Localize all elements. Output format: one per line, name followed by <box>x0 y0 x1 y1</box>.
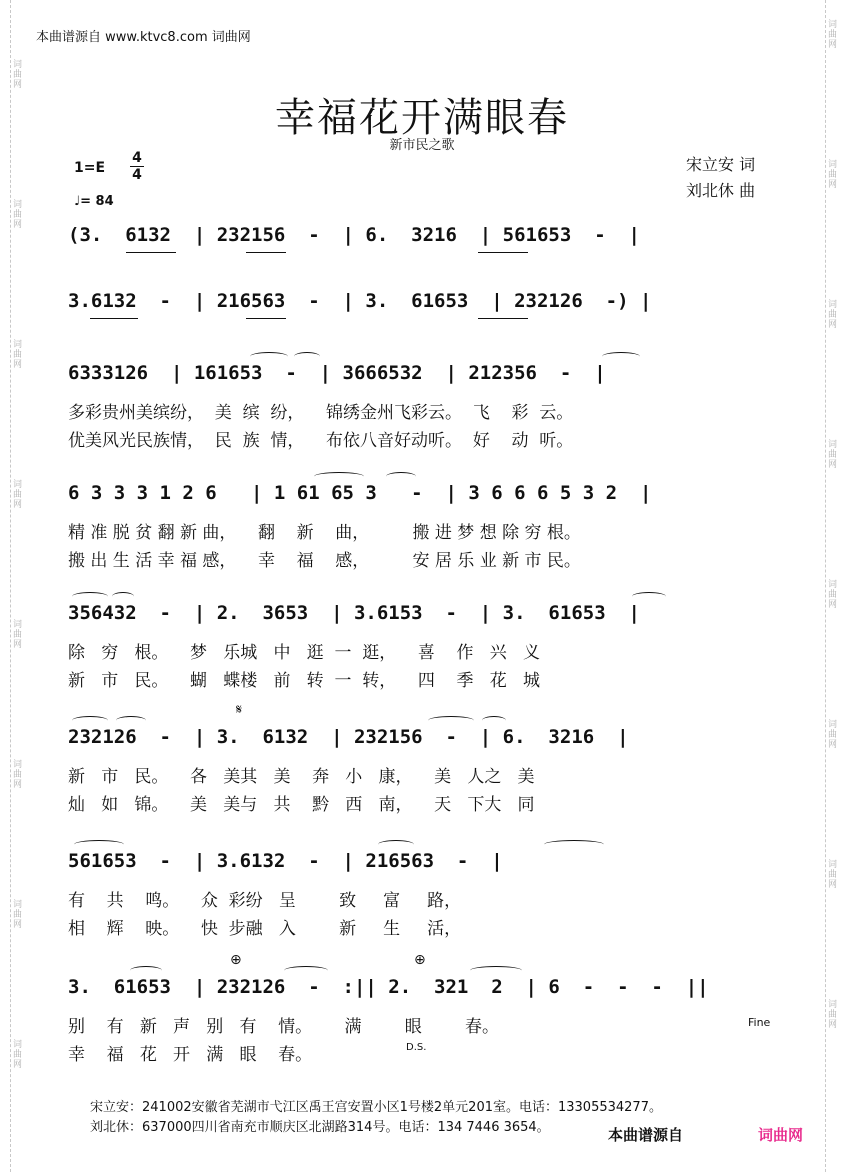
slur <box>482 716 506 725</box>
side-mark: 词曲网 <box>13 620 23 650</box>
fine-mark: Fine <box>748 1016 771 1029</box>
coda-icon: ⊕ <box>230 952 242 968</box>
notes-line: 232126 - | 3. 6132 | 232156 - | 6. 3216 | <box>68 726 629 748</box>
side-mark: 词曲网 <box>828 1000 838 1030</box>
side-mark: 词曲网 <box>828 580 838 610</box>
slur <box>116 716 146 725</box>
notes-line: (3. 6132 | 232156 - | 6. 3216 | 561653 - | <box>68 224 640 246</box>
source-line: 本曲谱源自 www.ktvc8.com 词曲网 <box>36 30 251 45</box>
notes-line: 6333126 | 161653 - | 3666532 | 212356 - | <box>68 362 606 384</box>
contact-lyricist: 宋立安：241002安徽省芜湖市弋江区禹王宫安置小区1号楼2单元201室。电话：13305534277。 <box>90 1100 662 1115</box>
side-mark: 词曲网 <box>13 60 23 90</box>
side-mark: 词曲网 <box>828 160 838 190</box>
lyric-verse-1: 除 穷 根。 梦 乐城 中 逛 一 逛， 喜 作 兴 义 <box>68 643 540 663</box>
right-watermark-strip <box>825 0 842 1172</box>
slur <box>250 352 288 361</box>
watermark-logo: 词曲网 <box>758 1126 804 1144</box>
beam <box>246 252 286 253</box>
lyric-verse-1: 别 有 新 声 别 有 情。 满 眼 春。 <box>68 1017 499 1037</box>
side-mark: 词曲网 <box>13 480 23 510</box>
lyric-verse-2: 灿 如 锦。 美 美与 共 黔 西 南， 天 下大 同 <box>68 795 535 815</box>
slur <box>602 352 640 361</box>
side-mark: 词曲网 <box>13 1040 23 1070</box>
contact-footer <box>90 1098 662 1138</box>
beam <box>246 318 286 319</box>
side-mark: 词曲网 <box>13 900 23 930</box>
side-mark: 词曲网 <box>13 760 23 790</box>
beam <box>478 318 528 319</box>
tempo-value: = 84 <box>80 194 114 209</box>
lyric-verse-1: 精 准 脱 贫 翻 新 曲， 翻 新 曲， 搬 进 梦 想 除 穷 根。 <box>68 523 581 543</box>
segno-icon: 𝄋 <box>236 702 243 718</box>
notes-line: 561653 - | 3.6132 - | 216563 - | <box>68 850 503 872</box>
beam <box>126 252 176 253</box>
ds-mark: D.S. <box>406 1042 427 1053</box>
slur <box>294 352 320 361</box>
time-top: 4 <box>132 150 142 166</box>
lyric-verse-2: 优美风光民族情， 民 族 情， 布依八音好动听。 好 动 听。 <box>68 431 574 451</box>
song-title: 幸福花开满眼春 <box>275 95 569 141</box>
slur <box>386 472 416 481</box>
notes-line: 3. 61653 | 232126 - :|| 2. 321 2 | 6 - - - || <box>68 976 709 998</box>
side-mark: 词曲网 <box>828 20 838 50</box>
side-mark: 词曲网 <box>828 860 838 890</box>
slur <box>470 966 522 975</box>
beam <box>90 318 138 319</box>
slur <box>112 592 134 601</box>
side-mark: 词曲网 <box>828 440 838 470</box>
song-subtitle: 新市民之歌 <box>389 138 455 153</box>
contact-composer: 刘北休：637000四川省南充市顺庆区北湖路314号。电话：134 7446 3654。 <box>90 1120 550 1135</box>
notes-line: 356432 - | 2. 3653 | 3.6153 - | 3. 61653 | <box>68 602 640 624</box>
lyric-verse-1: 新 市 民。 各 美其 美 奔 小 康， 美 人之 美 <box>68 767 535 787</box>
slur <box>284 966 328 975</box>
lyric-verse-1: 有 共 鸣。 众 彩纷 呈 致 富 路， <box>68 891 462 911</box>
time-bottom: 4 <box>132 167 142 183</box>
lyric-verse-2: 相 辉 映。 快 步融 入 新 生 活， <box>68 919 462 939</box>
notes-line: 3.6132 - | 216563 - | 3. 61653 | 232126 -) | <box>68 290 652 312</box>
side-mark: 词曲网 <box>13 340 23 370</box>
lyricist: 宋立安 词 <box>686 155 756 174</box>
watermark-source: 本曲谱源自 <box>608 1126 684 1144</box>
tempo-mark <box>74 194 114 209</box>
side-mark: 词曲网 <box>828 720 838 750</box>
beam <box>478 252 528 253</box>
lyric-verse-2: 搬 出 生 活 幸 福 感， 幸 福 感， 安 居 乐 业 新 市 民。 <box>68 551 581 571</box>
slur <box>632 592 666 601</box>
notes-line: 6 3 3 3 1 2 6 | 1 61 65 3 - | 3 6 6 6 5 3 2 | <box>68 482 652 504</box>
lyric-verse-2: 幸 福 花 开 满 眼 春。 <box>68 1045 313 1065</box>
coda-icon: ⊕ <box>414 952 426 968</box>
slur <box>544 840 604 849</box>
slur <box>72 592 108 601</box>
side-mark: 词曲网 <box>13 200 23 230</box>
credits <box>686 152 755 204</box>
side-mark: 词曲网 <box>828 300 838 330</box>
quarter-note-icon: ♩ <box>74 194 81 209</box>
left-watermark-strip <box>10 0 27 1172</box>
slur <box>378 840 414 849</box>
key-signature: 1=E <box>74 160 106 176</box>
slur <box>428 716 474 725</box>
slur <box>74 840 124 849</box>
slur <box>314 472 364 481</box>
slur <box>130 966 162 975</box>
time-signature <box>130 150 144 183</box>
composer: 刘北休 曲 <box>686 181 756 200</box>
slur <box>72 716 108 725</box>
lyric-verse-1: 多彩贵州美缤纷， 美 缤 纷， 锦绣金州飞彩云。 飞 彩 云。 <box>68 403 574 423</box>
lyric-verse-2: 新 市 民。 蝴 蝶楼 前 转 一 转， 四 季 花 城 <box>68 671 540 691</box>
